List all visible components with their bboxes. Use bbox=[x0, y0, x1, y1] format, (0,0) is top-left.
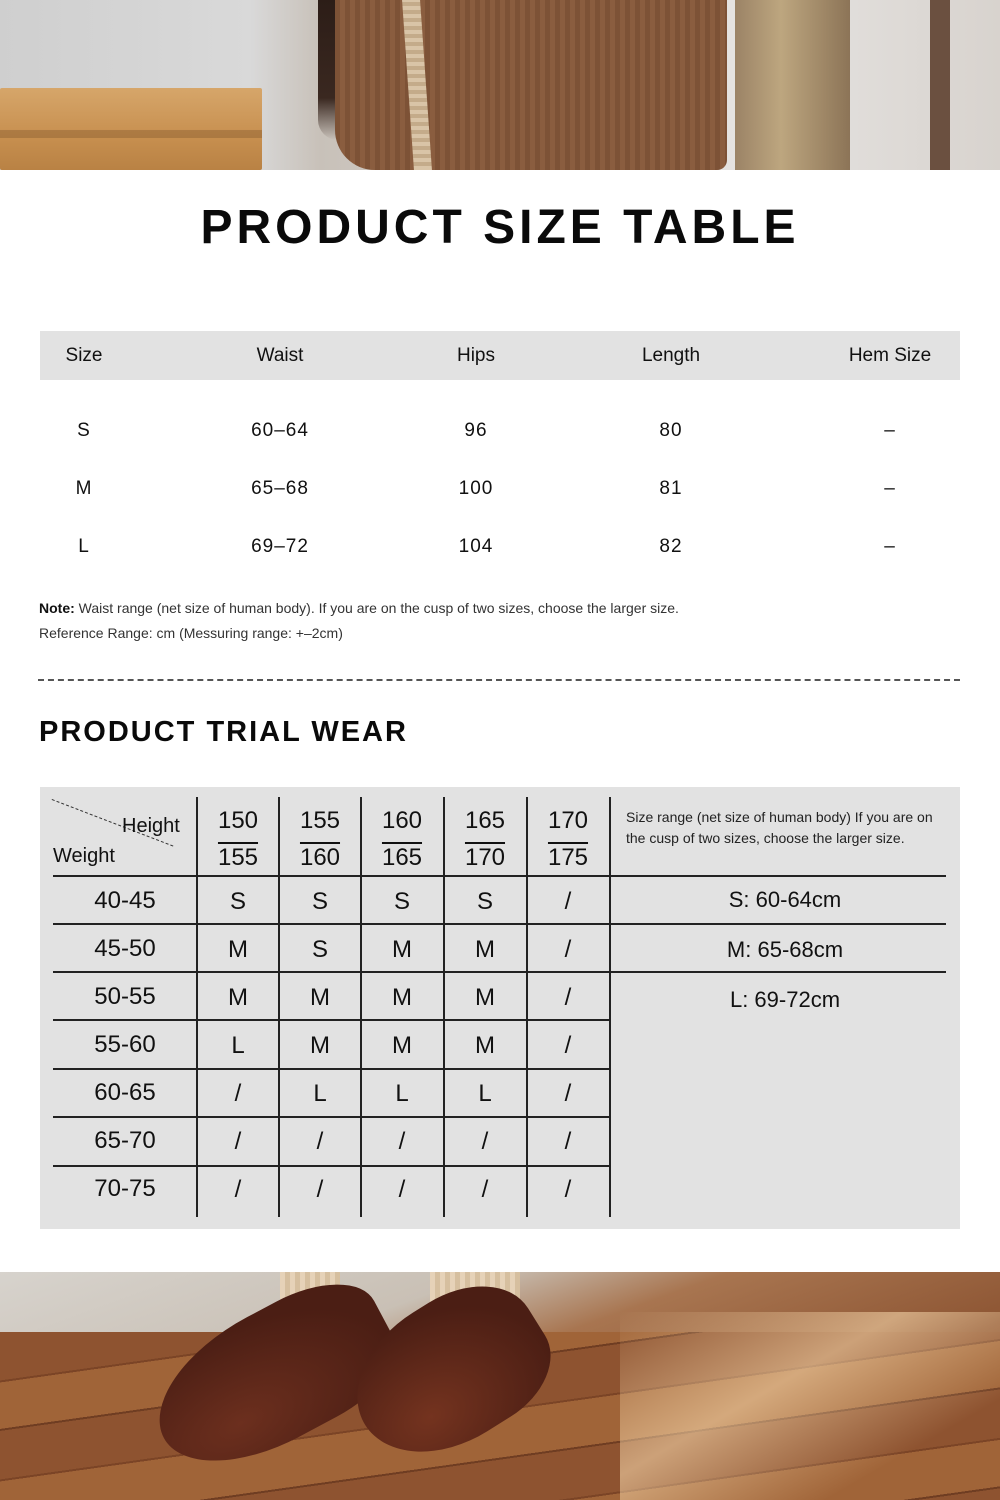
size-cell: L bbox=[395, 1080, 409, 1107]
table-row bbox=[40, 518, 960, 576]
size-cell: L bbox=[313, 1080, 327, 1107]
size-cell: M bbox=[228, 984, 248, 1011]
bottom-product-photo bbox=[0, 1272, 1000, 1500]
size-cell: / bbox=[234, 1128, 242, 1155]
waist-cell: 65–68 bbox=[251, 478, 309, 499]
size-cell: / bbox=[481, 1128, 489, 1155]
wooden-bench bbox=[0, 88, 262, 170]
height-header: 155 160 bbox=[299, 807, 341, 871]
hem-cell: – bbox=[884, 420, 896, 441]
size-cell: / bbox=[316, 1176, 324, 1203]
size-cell: / bbox=[564, 1032, 572, 1059]
header-hem-size: Hem Size bbox=[848, 345, 932, 366]
size-cell: / bbox=[234, 1176, 242, 1203]
size-cell: M bbox=[228, 936, 248, 963]
size-cell: / bbox=[398, 1176, 406, 1203]
size-cell: M bbox=[475, 1032, 495, 1059]
trial-side-note: Size range (net size of human body) If you are on the cusp of two sizes, choose the larger size. bbox=[626, 809, 933, 846]
note-label: Note: bbox=[39, 600, 75, 616]
size-cell: S bbox=[393, 888, 410, 915]
size-cell: S bbox=[311, 888, 328, 915]
trial-wear-title: PRODUCT TRIAL WEAR bbox=[39, 716, 408, 748]
size-cell: L bbox=[78, 536, 90, 557]
size-cell: / bbox=[316, 1128, 324, 1155]
table-row bbox=[40, 460, 960, 518]
table-row bbox=[40, 402, 960, 460]
size-cell: / bbox=[481, 1176, 489, 1203]
size-cell: M bbox=[475, 936, 495, 963]
length-cell: 81 bbox=[659, 478, 683, 499]
note-text: Waist range (net size of human body). If you are on the cusp of two sizes, choose the larger size. bbox=[74, 600, 679, 616]
size-cell: M bbox=[475, 984, 495, 1011]
size-cell: M bbox=[75, 478, 93, 499]
size-cell: S bbox=[77, 420, 91, 441]
reference-range: Reference Range: cm (Messuring range: +–2cm) bbox=[39, 625, 343, 641]
size-cell: / bbox=[564, 888, 572, 915]
size-table-header bbox=[40, 331, 960, 380]
weight-label: 65-70 bbox=[94, 1127, 156, 1154]
size-cell: / bbox=[564, 984, 572, 1011]
corner-weight-label: Weight bbox=[53, 845, 115, 867]
range-m: M: 65-68cm bbox=[726, 937, 844, 962]
hem-cell: – bbox=[884, 536, 896, 557]
hem-cell: – bbox=[884, 478, 896, 499]
length-cell: 82 bbox=[659, 536, 683, 557]
range-s: S: 60-64cm bbox=[728, 887, 842, 912]
height-header: 150 155 bbox=[217, 807, 259, 871]
header-length: Length bbox=[641, 345, 701, 366]
size-table bbox=[40, 331, 960, 576]
size-cell: S bbox=[311, 936, 328, 963]
size-cell: L bbox=[231, 1032, 245, 1059]
height-header: 165 170 bbox=[464, 807, 506, 871]
size-cell: S bbox=[229, 888, 246, 915]
weight-label: 50-55 bbox=[94, 983, 156, 1010]
length-cell: 80 bbox=[659, 420, 683, 441]
weight-label: 70-75 bbox=[94, 1175, 156, 1202]
height-header: 170 175 bbox=[547, 807, 589, 871]
header-hips: Hips bbox=[456, 345, 495, 366]
size-cell: / bbox=[564, 1176, 572, 1203]
size-cell: M bbox=[392, 1032, 412, 1059]
size-cell: / bbox=[564, 936, 572, 963]
size-table-title: PRODUCT SIZE TABLE bbox=[200, 201, 800, 254]
size-note bbox=[39, 596, 679, 646]
hips-cell: 96 bbox=[464, 420, 488, 441]
weight-label: 45-50 bbox=[94, 935, 156, 962]
size-cell: / bbox=[398, 1128, 406, 1155]
size-cell: M bbox=[392, 936, 412, 963]
brown-knit-garment bbox=[335, 0, 727, 170]
range-l: L: 69-72cm bbox=[729, 987, 841, 1012]
size-cell: M bbox=[310, 1032, 330, 1059]
tree-trunk bbox=[735, 0, 850, 170]
section-divider bbox=[38, 679, 960, 681]
size-cell: S bbox=[476, 888, 493, 915]
height-header: 160 165 bbox=[381, 807, 423, 871]
size-cell: M bbox=[392, 984, 412, 1011]
header-size: Size bbox=[65, 345, 103, 366]
weight-label: 40-45 bbox=[94, 887, 156, 914]
waist-cell: 69–72 bbox=[251, 536, 309, 557]
weight-label: 60-65 bbox=[94, 1079, 156, 1106]
trial-wear-table bbox=[40, 787, 960, 1229]
header-waist: Waist bbox=[256, 345, 304, 366]
top-product-photo bbox=[0, 0, 1000, 170]
size-cell: L bbox=[478, 1080, 492, 1107]
corner-height-label: Height bbox=[122, 815, 180, 837]
size-cell: / bbox=[234, 1080, 242, 1107]
size-cell: / bbox=[564, 1080, 572, 1107]
waist-cell: 60–64 bbox=[251, 420, 309, 441]
size-cell: / bbox=[564, 1128, 572, 1155]
hips-cell: 100 bbox=[458, 478, 494, 499]
weight-label: 55-60 bbox=[94, 1031, 156, 1058]
size-cell: M bbox=[310, 984, 330, 1011]
hips-cell: 104 bbox=[458, 536, 494, 557]
